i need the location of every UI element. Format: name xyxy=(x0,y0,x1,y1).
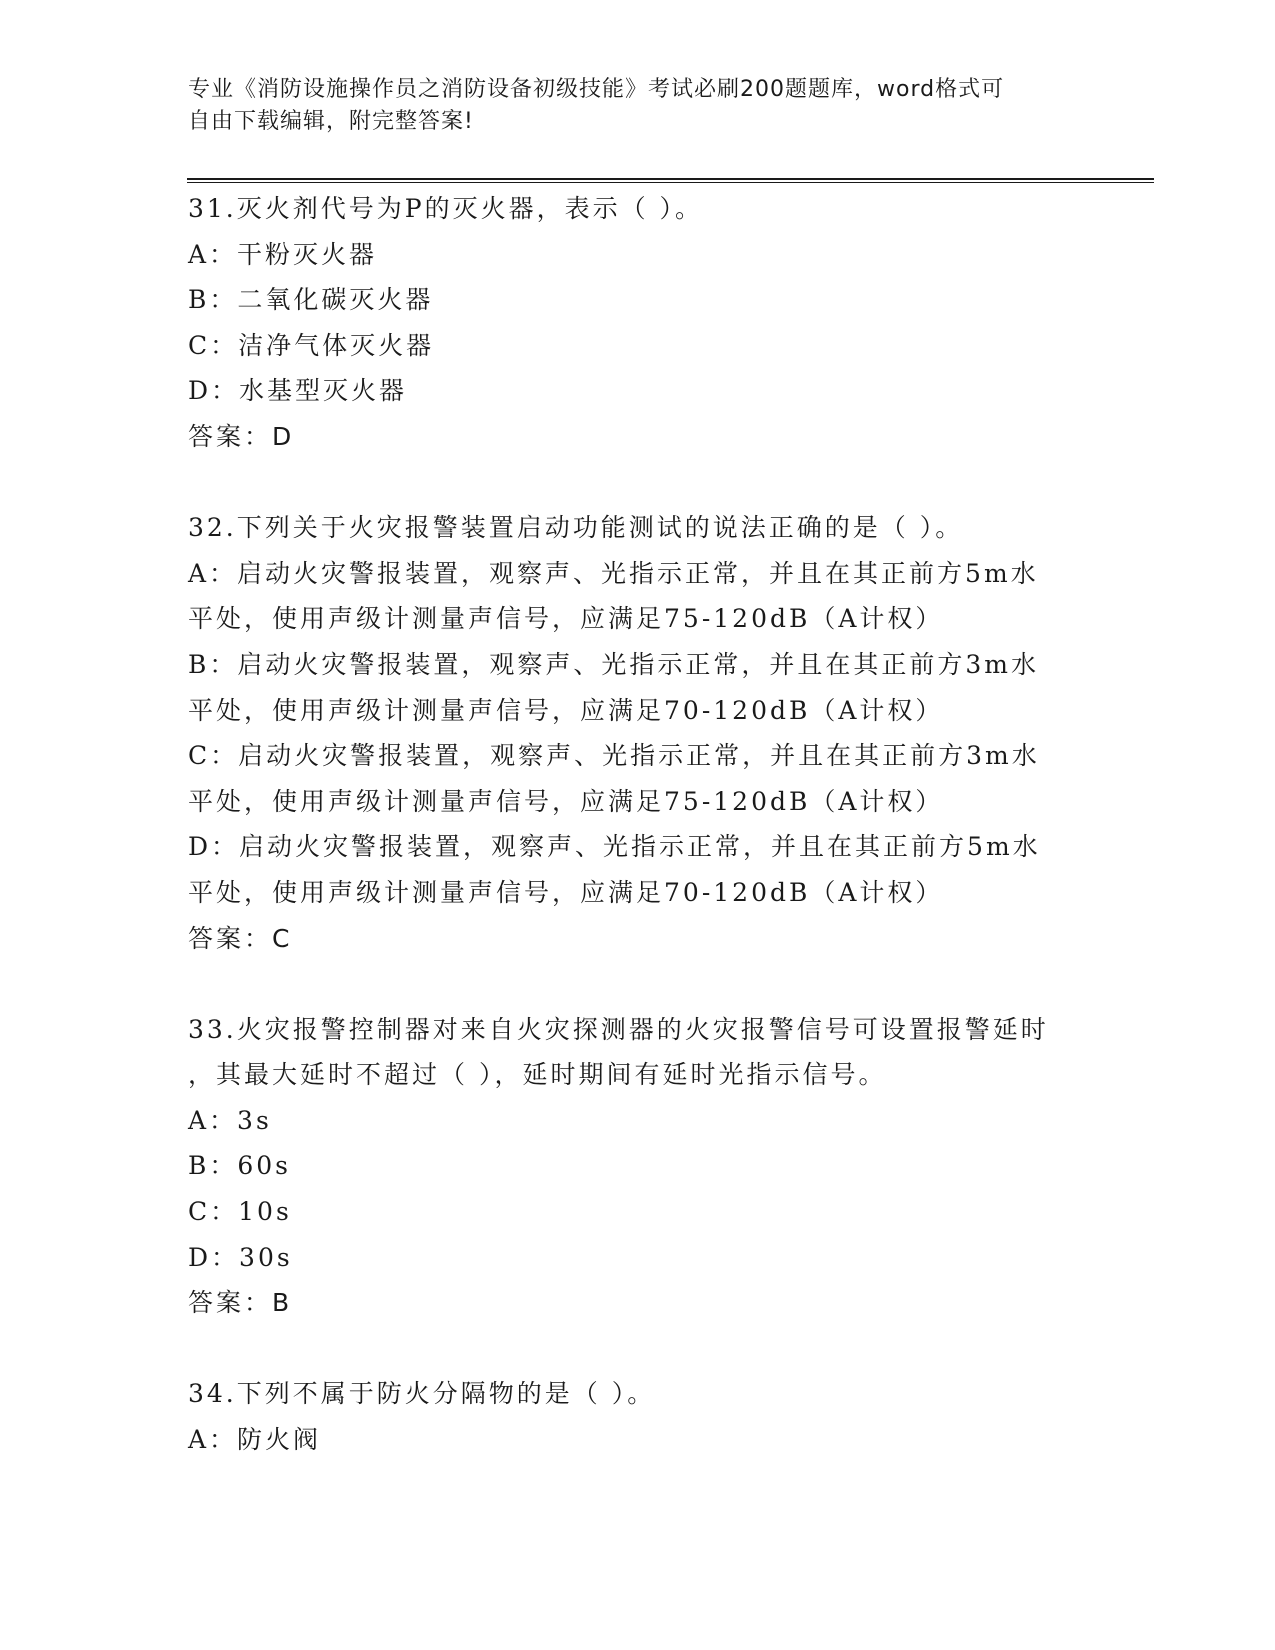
option-text: 平处，使用声级计测量声信号，应满足70-120dB（A计权） xyxy=(188,877,944,907)
option-text: D：启动火灾警报装置，观察声、光指示正常，并且在其正前方5m水 xyxy=(188,832,1041,862)
question-stem: 31.灭火剂代号为P的灭火器，表示（ ）。 xyxy=(188,194,704,223)
option-text: 平处，使用声级计测量声信号，应满足70-120dB（A计权） xyxy=(188,695,944,725)
option-text: A：启动火灾警报装置，观察声、光指示正常，并且在其正前方5m水 xyxy=(188,558,1039,588)
question-block xyxy=(188,1007,1088,1326)
option-text: A：3s xyxy=(188,1105,272,1135)
header-divider xyxy=(187,178,1154,183)
question-list xyxy=(188,186,1088,1463)
option-text: C：洁净气体灭火器 xyxy=(188,330,435,360)
option-text: 平处，使用声级计测量声信号，应满足75-120dB（A计权） xyxy=(188,786,944,816)
option-text: C：10s xyxy=(188,1197,292,1227)
option-text: B：启动火灾警报装置，观察声、光指示正常，并且在其正前方3m水 xyxy=(188,649,1039,679)
question-stem: 34.下列不属于防火分隔物的是（ ）。 xyxy=(188,1379,656,1409)
option-text: A：干粉灭火器 xyxy=(188,239,378,269)
question-spacer xyxy=(188,460,1088,506)
answer-option xyxy=(188,232,1088,278)
answer-option xyxy=(188,1189,1088,1235)
answer-option xyxy=(188,551,1088,642)
option-text: D：30s xyxy=(188,1242,293,1272)
answer-option xyxy=(188,1417,1088,1463)
header-line-2: 自由下载编辑，附完整答案! xyxy=(188,109,474,134)
answer-option xyxy=(188,323,1088,369)
answer-option xyxy=(188,1143,1088,1189)
answer-key: 答案：C xyxy=(188,923,293,953)
answer-option xyxy=(188,733,1088,824)
option-text: C：启动火灾警报装置，观察声、光指示正常，并且在其正前方3m水 xyxy=(188,741,1040,771)
question-stem: ，其最大延时不超过（ ），延时期间有延时光指示信号。 xyxy=(188,1060,887,1090)
option-text: B：二氧化碳灭火器 xyxy=(188,285,434,315)
question-spacer xyxy=(188,961,1088,1007)
question-block xyxy=(188,186,1088,460)
option-text: B：60s xyxy=(188,1151,292,1181)
header-line-1: 专业《消防设施操作员之消防设备初级技能》考试必刷200题题库，word格式可 xyxy=(188,77,1005,102)
answer-key: 答案：D xyxy=(188,421,295,451)
option-text: A：防火阀 xyxy=(188,1425,322,1455)
answer-key: 答案：B xyxy=(188,1288,293,1318)
question-stem: 32.下列关于火灾报警装置启动功能测试的说法正确的是（ ）。 xyxy=(188,513,964,543)
answer-option xyxy=(188,824,1088,915)
answer-option xyxy=(188,368,1088,414)
question-block xyxy=(188,505,1088,961)
question-block xyxy=(188,1371,1088,1462)
question-stem: 33.火灾报警控制器对来自火灾探测器的火灾报警信号可设置报警延时 xyxy=(188,1014,1049,1044)
answer-option xyxy=(188,642,1088,733)
question-spacer xyxy=(188,1326,1088,1372)
answer-option xyxy=(188,1235,1088,1281)
answer-option xyxy=(188,277,1088,323)
answer-option xyxy=(188,1098,1088,1144)
option-text: D：水基型灭火器 xyxy=(188,376,408,406)
document-header xyxy=(188,74,1088,138)
option-text: 平处，使用声级计测量声信号，应满足75-120dB（A计权） xyxy=(188,604,944,634)
